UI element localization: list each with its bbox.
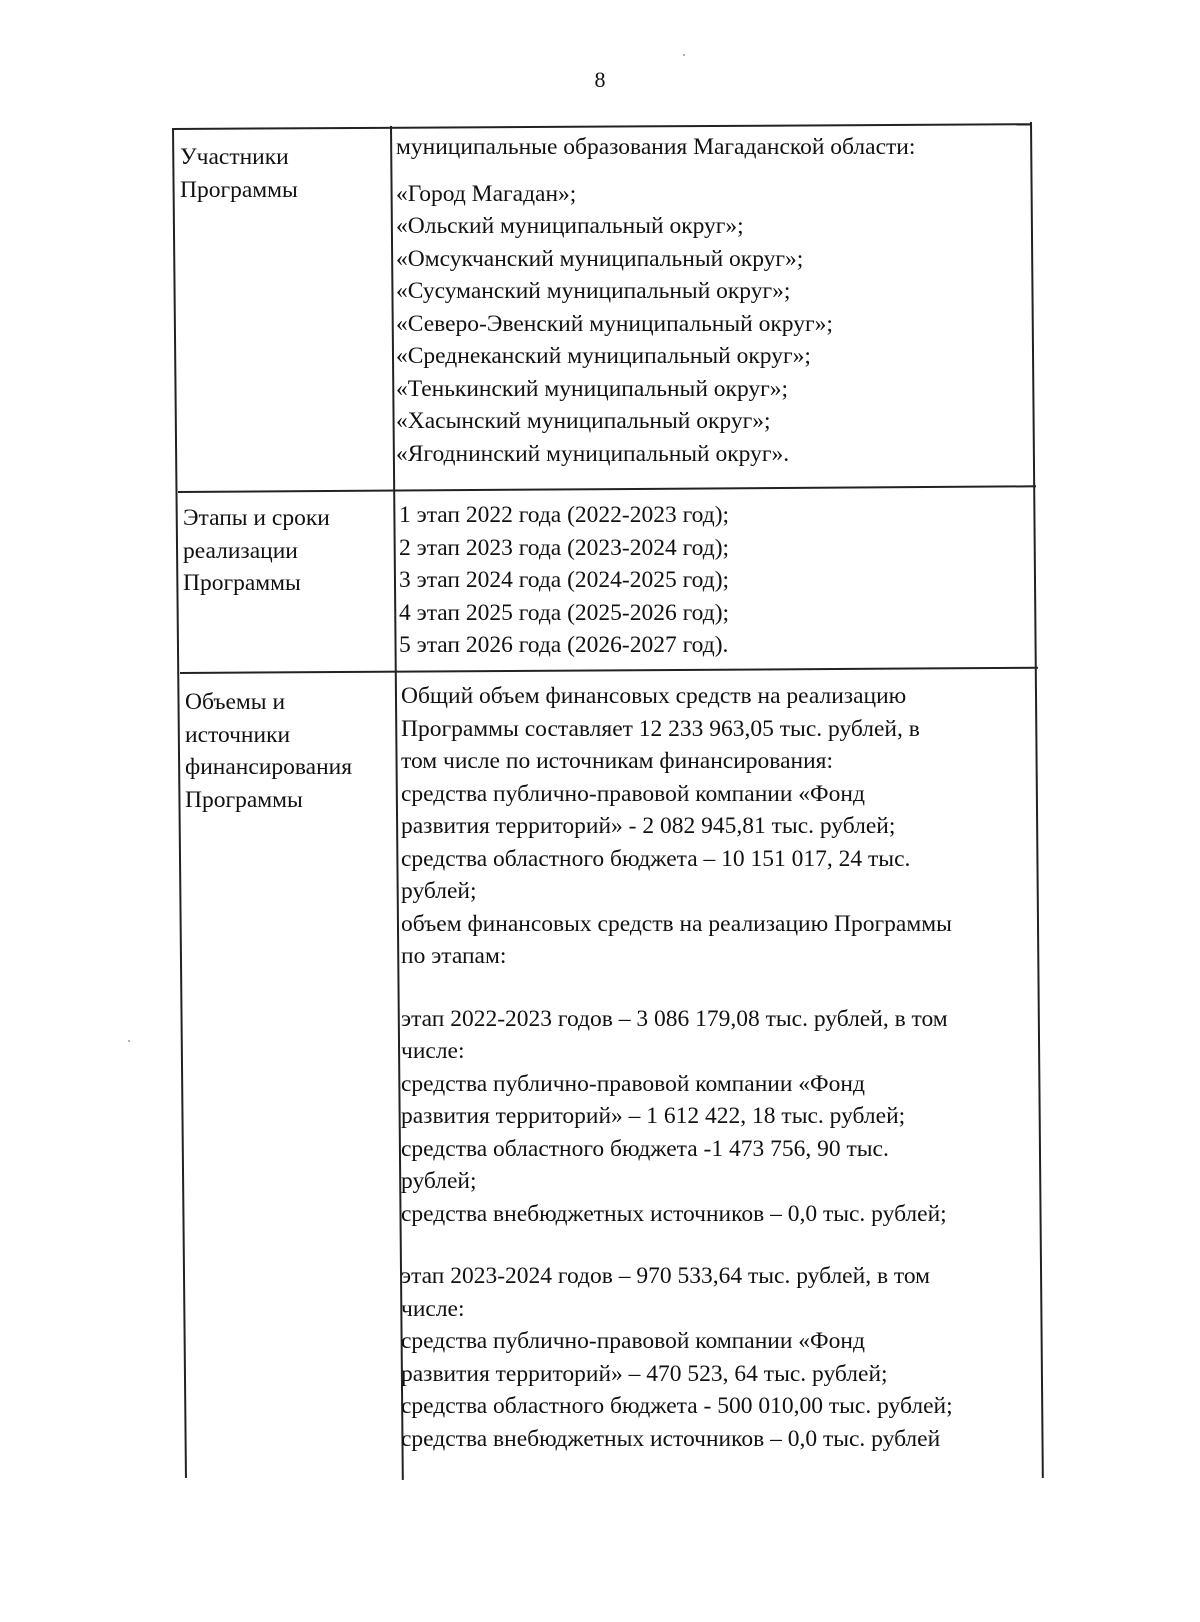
- label-line: источники: [185, 721, 291, 748]
- participant-item: «Ольский муниципальный округ»;: [396, 213, 744, 239]
- stage1-funding-line: средства публично-правовой компании «Фонд: [401, 1070, 865, 1097]
- label-line: Объемы и: [185, 689, 286, 715]
- scan-artifact: [683, 54, 685, 56]
- label-line: реализации: [183, 537, 298, 564]
- participant-item: «Ягоднинский муниципальный округ».: [396, 440, 790, 467]
- row-funding-content: [401, 680, 953, 1455]
- funding-summary-line: объем финансовых средств на реализацию Программы: [401, 910, 952, 937]
- stage2-funding-line: средства внебюджетных источников – 0,0 тыс. рублей: [401, 1425, 941, 1452]
- stage2-funding-line: средства областного бюджета - 500 010,00 тыс. рублей;: [401, 1393, 953, 1419]
- label-line: финансирования: [185, 754, 353, 780]
- page-number: 8: [594, 67, 606, 92]
- row-participants-label: [180, 141, 298, 206]
- stage1-funding-line: развития территорий» – 1 612 422, 18 тыс. рублей;: [401, 1103, 906, 1129]
- participant-item: «Среднеканский муниципальный округ»;: [396, 343, 811, 369]
- participants-intro: муниципальные образования Магаданской области:: [396, 134, 916, 160]
- table-right-border: [1030, 122, 1043, 1478]
- stage1-funding-line: этап 2022-2023 годов – 3 086 179,08 тыс. рублей, в том: [401, 1005, 948, 1032]
- stage-item: 2 этап 2023 года (2023-2024 год);: [399, 534, 730, 561]
- stage1-funding-line: числе:: [401, 1038, 465, 1064]
- row-separator-1: [178, 485, 1036, 492]
- funding-summary-line: развития территорий» - 2 082 945,81 тыс. рублей;: [401, 813, 896, 839]
- participant-item: «Сусуманский муниципальный округ»;: [396, 278, 791, 304]
- stage1-funding-line: средства внебюджетных источников – 0,0 тыс. рублей;: [401, 1200, 947, 1227]
- stage-item: 1 этап 2022 года (2022-2023 год);: [399, 502, 730, 528]
- stage-item: 5 этап 2026 года (2026-2027 год).: [399, 632, 729, 658]
- scan-artifact: [128, 1040, 130, 1042]
- stage2-funding-line: числе:: [401, 1295, 465, 1322]
- funding-summary-line: средства публично-правовой компании «Фонд: [401, 780, 865, 807]
- row-stages-content: [399, 499, 729, 662]
- table-top-border: [172, 123, 1032, 129]
- spacer: [401, 1230, 953, 1260]
- spacer: [401, 973, 953, 1003]
- row-separator-2: [180, 667, 1038, 674]
- label-line: Этапы и сроки: [183, 505, 330, 531]
- label-line: Программы: [185, 786, 303, 813]
- label-line: Участники: [180, 144, 289, 170]
- label-line: Программы: [183, 570, 301, 596]
- row-stages-label: [183, 502, 330, 600]
- participant-item: «Город Магадан»;: [396, 180, 577, 207]
- row-funding-label: [185, 686, 352, 816]
- row-participants-content: [396, 131, 915, 470]
- funding-summary-line: Общий объем финансовых средств на реализацию: [401, 683, 907, 709]
- participant-item: «Хасынский муниципальный округ»;: [396, 408, 771, 434]
- funding-summary-line: рублей;: [401, 878, 477, 904]
- participant-item: «Омсукчанский муниципальный округ»;: [396, 245, 804, 272]
- stage-item: 3 этап 2024 года (2024-2025 год);: [399, 567, 730, 593]
- funding-summary-line: Программы составляет 12 233 963,05 тыс. рублей, в: [401, 715, 920, 742]
- funding-summary-line: по этапам:: [401, 943, 507, 969]
- stage2-funding-line: этап 2023-2024 годов – 970 533,64 тыс. рублей, в том: [401, 1263, 931, 1289]
- stage2-funding-line: развития территорий» – 470 523, 64 тыс. рублей;: [401, 1360, 888, 1387]
- funding-summary-line: том числе по источникам финансирования:: [401, 748, 833, 774]
- participant-item: «Тенькинский муниципальный округ»;: [396, 375, 789, 402]
- stage1-funding-line: рублей;: [401, 1168, 477, 1194]
- stage2-funding-line: средства публично-правовой компании «Фонд: [401, 1328, 865, 1354]
- funding-summary-line: средства областного бюджета – 10 151 017, 24 тыс.: [401, 845, 911, 872]
- stage1-funding-line: средства областного бюджета -1 473 756, 90 тыс.: [401, 1135, 889, 1162]
- participant-item: «Северо-Эвенский муниципальный округ»;: [396, 310, 833, 337]
- spacer: [396, 164, 915, 178]
- label-line: Программы: [180, 176, 298, 203]
- stage-item: 4 этап 2025 года (2025-2026 год);: [399, 599, 730, 626]
